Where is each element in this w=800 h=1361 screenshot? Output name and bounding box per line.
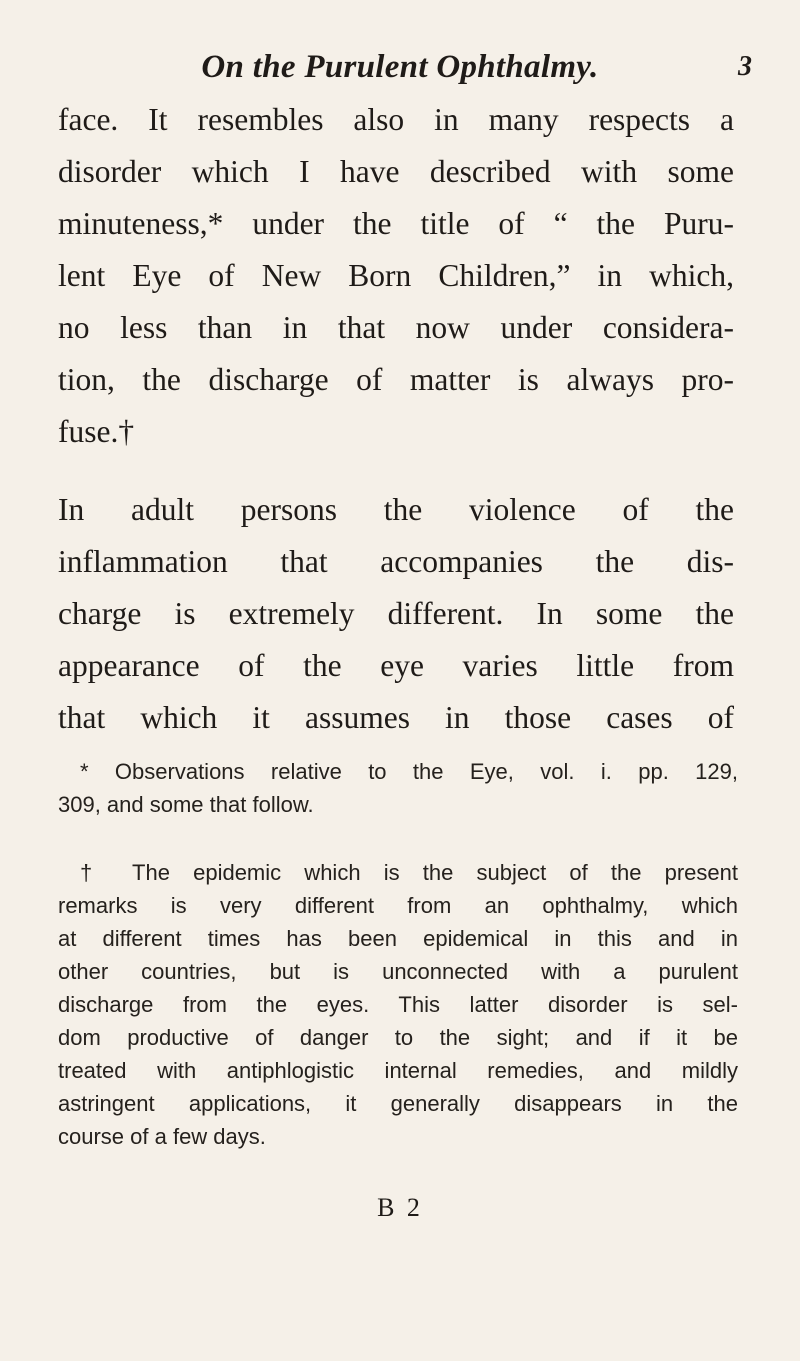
footnote-line: other countries, but is unconnected with a purulent — [58, 959, 738, 984]
text-line: tion, the discharge of matter is always pro- — [58, 362, 734, 397]
page-number: 3 — [738, 51, 752, 82]
running-head — [0, 42, 800, 92]
text-line: fuse.† — [58, 414, 135, 449]
running-title: On the Purulent Ophthalmy. — [201, 49, 599, 85]
footnote-line: remarks is very different from an ophthalmy, which — [58, 893, 738, 918]
footnote-2 — [58, 856, 738, 1153]
footnote-line: † The epidemic which is the subject of the present — [80, 860, 738, 885]
footnote-line: discharge from the eyes. This latter disorder is sel- — [58, 992, 738, 1017]
footnote-line: dom productive of danger to the sight; and if it be — [58, 1025, 738, 1050]
footnote-line: * Observations relative to the Eye, vol. i. pp. 129, — [80, 759, 738, 784]
text-line: appearance of the eye varies little from — [58, 648, 734, 683]
footnote-line: course of a few days. — [58, 1124, 266, 1149]
text-line: charge is extremely different. In some the — [58, 596, 734, 631]
text-line: inflammation that accompanies the dis- — [58, 544, 734, 579]
text-line: that which it assumes in those cases of — [58, 700, 734, 735]
text-line: minuteness,* under the title of “ the Puru- — [58, 206, 734, 241]
text-line: In adult persons the violence of the — [58, 492, 734, 527]
text-line: lent Eye of New Born Children,” in which, — [58, 258, 734, 293]
footnote-line: at different times has been epidemical in this and in — [58, 926, 738, 951]
footnote-line: 309, and some that follow. — [58, 792, 314, 817]
text-line: no less than in that now under considera- — [58, 310, 734, 345]
text-line: disorder which I have described with some — [58, 154, 734, 189]
paragraph-1 — [58, 94, 734, 458]
paragraph-2 — [58, 484, 734, 744]
footnote-1 — [58, 755, 738, 821]
text-line: face. It resembles also in many respects a — [58, 102, 734, 137]
footnote-line: treated with antiphlogistic internal remedies, and mildly — [58, 1058, 738, 1083]
signature-mark: B 2 — [377, 1193, 423, 1222]
footnote-line: astringent applications, it generally disappears in the — [58, 1091, 738, 1116]
